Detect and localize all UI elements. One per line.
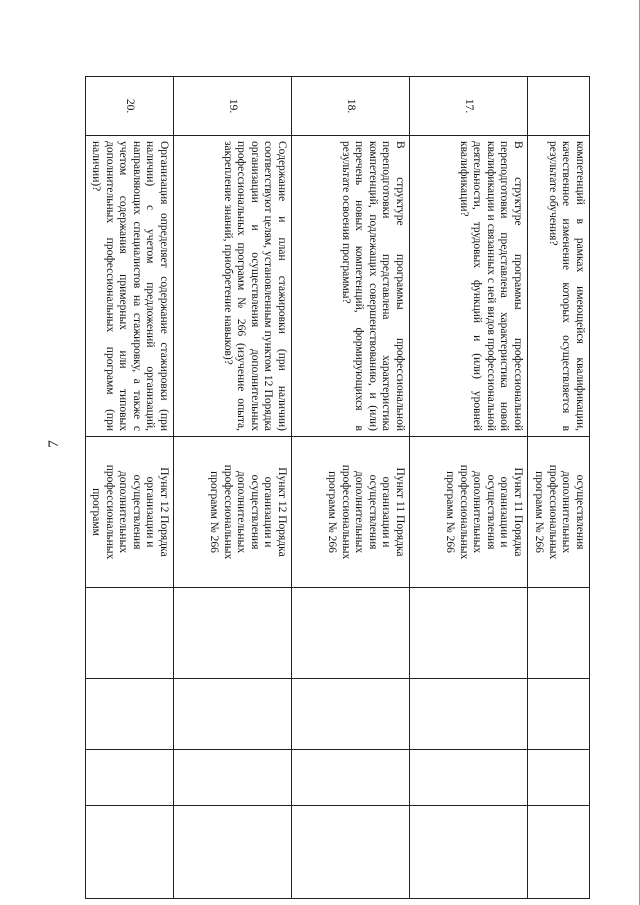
answer-cell-yes [292, 588, 410, 679]
answer-cell-yes [528, 588, 590, 679]
question-text: Содержание и план стажировки (при наличии) соответствуют целям, установленным пунктом 12 Порядка организации и осуществления дополнительных профессиональных программ № 266 (изучение опыта, закрепление знаний, приобретение навыков)? [221, 141, 288, 431]
row-number: 19. [174, 77, 292, 136]
reference-cell: Пункт 11 Порядка организации и осуществления дополнительных профессиональных программ № 266 [410, 437, 528, 588]
question-cell [410, 136, 528, 437]
notes-cell [85, 806, 173, 899]
notes-cell [292, 806, 410, 899]
row-number: 20. [85, 77, 173, 136]
answer-cell-no [292, 679, 410, 750]
answer-cell-na [410, 750, 528, 806]
table-row [410, 77, 528, 899]
question-cell [174, 136, 292, 437]
question-text: В структуре программы профессиональной переподготовки представлена характеристика компетенций, подлежащих совершенствованию, и (или) перечень новых компетенций, формирующихся в результате освоения программы? [339, 141, 406, 431]
answer-cell-na [292, 750, 410, 806]
table-row [528, 77, 590, 899]
row-number [528, 77, 590, 136]
reference-cell: Пункт 12 Порядка организации и осуществления дополнительных профессиональных программ [85, 437, 173, 588]
notes-cell [174, 806, 292, 899]
question-cell [85, 136, 173, 437]
row-number: 17. [410, 77, 528, 136]
row-number: 18. [292, 77, 410, 136]
checklist-table-rotated [90, 76, 590, 856]
checklist-table [85, 76, 590, 899]
table-row [292, 77, 410, 899]
reference-cell: Пункт 12 Порядка организации и осуществления дополнительных профессиональных программ № 266 [174, 437, 292, 588]
page-number: 7 [46, 440, 62, 448]
answer-cell-no [410, 679, 528, 750]
answer-cell-no [174, 679, 292, 750]
answer-cell-yes [410, 588, 528, 679]
question-cell [528, 136, 590, 437]
question-cell [292, 136, 410, 437]
notes-cell [410, 806, 528, 899]
answer-cell-na [174, 750, 292, 806]
answer-cell-yes [174, 588, 292, 679]
answer-cell-no [85, 679, 173, 750]
notes-cell [528, 806, 590, 899]
reference-cell: Пункт 11 Порядка организации и осуществления дополнительных профессиональных программ № 266 [292, 437, 410, 588]
table-row [174, 77, 292, 899]
reference-cell: осуществления дополнительных профессиональных программ № 266 [528, 437, 590, 588]
answer-cell-no [528, 679, 590, 750]
answer-cell-na [85, 750, 173, 806]
table-row [85, 77, 173, 899]
answer-cell-na [528, 750, 590, 806]
question-text: компетенций в рамках имеющейся квалификации, качественное изменение которых осуществляется в результате обучения? [546, 141, 586, 431]
question-text: Организация определяет содержание стажировки (при наличии) с учетом предложений организаций, направляющих специалистов на стажировку, а также с учетом содержания примерных или типовых дополнительных профессиональных программ (при наличии)? [90, 141, 170, 431]
answer-cell-yes [85, 588, 173, 679]
question-text: В структуре программы профессиональной переподготовки представлена характеристика новой квалификации и связанных с ней видов профессиональной деятельности, трудовых функций и (или) уровней квалификации? [457, 141, 524, 431]
